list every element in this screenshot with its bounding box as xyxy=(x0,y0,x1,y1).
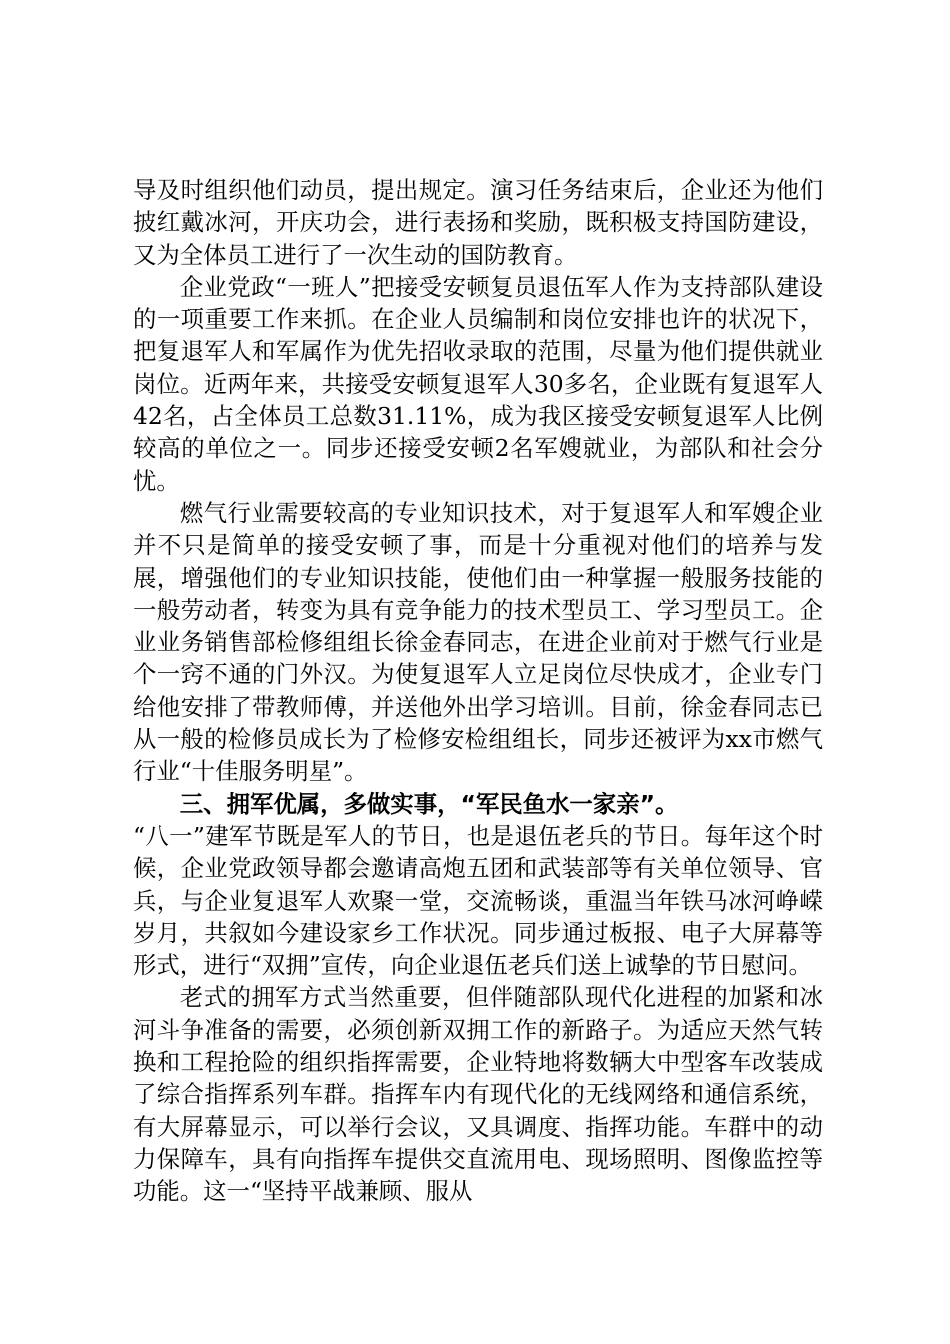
paragraph-skills-training: 燃气行业需要较高的专业知识技术，对于复退军人和军嫂企业并不只是简单的接受安顿了事，而是十分重视对他们的培养与发展，增强他们的专业知识技能，使他们由一种掌握一般服务技能的一般劳动者，转变为具有竞争能力的技术型员工、学习型员工。企业业务销售部检修组组长徐金春同志，在进企业前对于燃气行业是个一窍不通的门外汉。为使复退军人立足岗位尽快成才，企业专门给他安排了带教师傅，并送他外出学习培训。目前，徐金春同志已从一般的检修员成长为了检修安检组组长，同步还被评为xx市燃气行业“十佳服务明星”。 xyxy=(133,498,823,786)
section-heading: 三、拥军优属，多做实事，“军民鱼水一家亲”。 xyxy=(179,789,679,818)
paragraph-command-vehicles: 老式的拥军方式当然重要，但伴随部队现代化进程的加紧和冰河斗争准备的需要，必须创新双拥工作的新路子。为适应天然气转换和工程抢险的组织指挥需要，企业特地将数辆大中型客车改装成了综合指挥系列车群。指挥车内有现代化的无线网络和通信系统，有大屏幕显示，可以举行会议，又具调度、指挥功能。车群中的动力保障车，具有向指挥车提供交直流用电、现场照明、图像监控等功能。这一“坚持平战兼顾、服从 xyxy=(133,983,823,1206)
paragraph-veteran-placement: 企业党政“一班人”把接受安顿复员退伍军人作为支持部队建设的一项重要工作来抓。在企业人员编制和岗位安排也许的状况下，把复退军人和军属作为优先招收录取的范围，尽量为他们提供就业岗位。近两年来，共接受安顿复退军人30多名，企业既有复退军人42名，占全体员工总数31.11%，成为我区接受安顿复退军人比例较高的单位之一。同步还接受安顿2名军嫂就业，为部队和社会分忧。 xyxy=(133,272,823,495)
document-page xyxy=(133,174,823,1208)
paragraph-army-day: “八一”建军节既是军人的节日，也是退伍老兵的节日。每年这个时候，企业党政领导都会邀请高炮五团和武装部等有关单位领导、官兵，与企业复退军人欢聚一堂，交流畅谈，重温当年铁马冰河峥嵘岁月，共叙如今建设家乡工作状况。同步通过板报、电子大屏幕等形式，进行“双拥”宣传，向企业退伍老兵们送上诚挚的节日慰问。 xyxy=(133,821,823,980)
paragraph-continuation: 导及时组织他们动员，提出规定。演习任务结束后，企业还为他们披红戴冰河，开庆功会，进行表扬和奖励，既积极支持国防建设，又为全体员工进行了一次生动的国防教育。 xyxy=(133,176,823,269)
